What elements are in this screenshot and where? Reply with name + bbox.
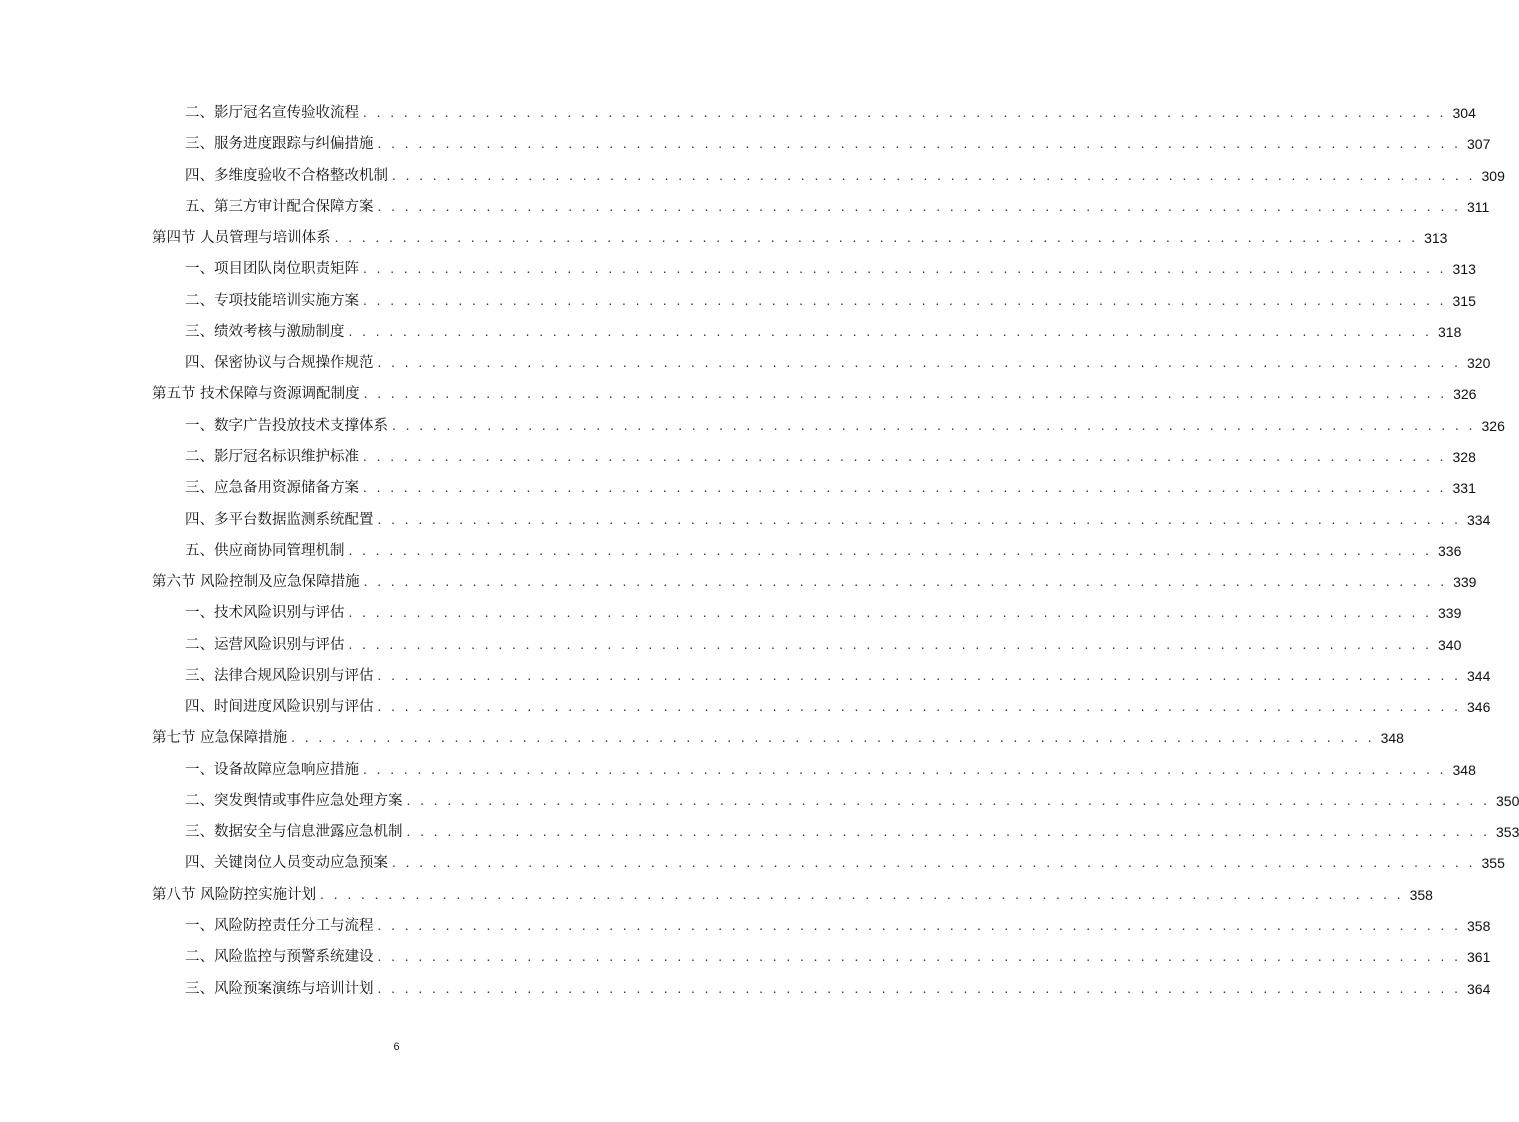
toc-dot-leader: . . . . . . . . . . . . . . . . . . . . . . . . . . . . . . . . . . . . . . . . . . . . . . . . . . . . . . . . . . . . . . . . . . . . . . . . . . . . . . . .	[348, 606, 1432, 621]
toc-entry-page: 328	[1452, 448, 1476, 465]
toc-entry-title: 四、关键岗位人员变动应急预案	[185, 855, 388, 872]
toc-entry[interactable]	[0, 818, 1519, 842]
toc-entry[interactable]	[0, 849, 1505, 873]
toc-entry-page: 350	[1496, 792, 1519, 809]
toc-entry-title: 第六节 风险控制及应急保障措施	[152, 574, 360, 591]
toc-entry-page: 309	[1481, 167, 1505, 184]
toc-dot-leader: . . . . . . . . . . . . . . . . . . . . . . . . . . . . . . . . . . . . . . . . . . . . . . . . . . . . . . . . . . . . . . . . . . . . . . . . . . . . . . . .	[377, 356, 1461, 371]
toc-entry-page: 353	[1496, 824, 1519, 841]
toc-entry[interactable]	[0, 474, 1476, 498]
toc-entry-title: 一、风险防控责任分工与流程	[185, 918, 374, 935]
toc-entry-page: 307	[1467, 136, 1491, 153]
toc-dot-leader: . . . . . . . . . . . . . . . . . . . . . . . . . . . . . . . . . . . . . . . . . . . . . . . . . . . . . . . . . . . . . . . . . . . . . . . . . . . . . . . .	[377, 137, 1461, 152]
toc-entry-title: 第七节 应急保障措施	[152, 730, 288, 747]
toc-entry-title: 四、保密协议与合规操作规范	[185, 355, 374, 372]
toc-entry[interactable]	[0, 756, 1476, 780]
toc-entry-title: 一、数字广告投放技术支撑体系	[185, 417, 388, 434]
toc-dot-leader: . . . . . . . . . . . . . . . . . . . . . . . . . . . . . . . . . . . . . . . . . . . . . . . . . . . . . . . . . . . . . . . . . . . . . . . . . . . . . . . .	[291, 731, 1375, 746]
toc-entry-page: 336	[1438, 542, 1462, 559]
toc-entry-page: 346	[1467, 699, 1491, 716]
toc-dot-leader: . . . . . . . . . . . . . . . . . . . . . . . . . . . . . . . . . . . . . . . . . . . . . . . . . . . . . . . . . . . . . . . . . . . . . . . . . . . . . . . .	[377, 199, 1461, 214]
toc-entry-title: 第八节 风险防控实施计划	[152, 886, 317, 903]
toc-dot-leader: . . . . . . . . . . . . . . . . . . . . . . . . . . . . . . . . . . . . . . . . . . . . . . . . . . . . . . . . . . . . . . . . . . . . . . . . . . . . . . . .	[363, 106, 1447, 120]
toc-entry-page: 326	[1453, 386, 1477, 403]
toc-entry-page: 313	[1424, 230, 1448, 247]
toc-dot-leader: . . . . . . . . . . . . . . . . . . . . . . . . . . . . . . . . . . . . . . . . . . . . . . . . . . . . . . . . . . . . . . . . . . . . . . . . . . . . . . . .	[363, 575, 1448, 590]
toc-entry[interactable]	[0, 631, 1462, 655]
toc-entry[interactable]	[0, 943, 1491, 967]
toc-entry[interactable]	[0, 349, 1491, 373]
toc-entry[interactable]	[0, 506, 1491, 530]
toc-entry[interactable]	[0, 130, 1491, 154]
toc-entry[interactable]	[0, 912, 1491, 936]
toc-entry-page: 364	[1467, 980, 1491, 997]
toc-entry[interactable]	[0, 318, 1462, 342]
toc-entry[interactable]	[0, 224, 1448, 248]
toc-entry-page: 355	[1481, 855, 1505, 872]
toc-entry-page: 311	[1467, 198, 1490, 215]
toc-dot-leader: . . . . . . . . . . . . . . . . . . . . . . . . . . . . . . . . . . . . . . . . . . . . . . . . . . . . . . . . . . . . . . . . . . . . . . . . . . . . . . . .	[406, 793, 1490, 808]
toc-entry-page: 326	[1481, 417, 1505, 434]
toc-entry-page: 334	[1467, 511, 1491, 528]
toc-entry-page: 344	[1467, 667, 1491, 684]
toc-entry-title: 一、设备故障应急响应措施	[185, 761, 359, 778]
toc-entry[interactable]	[0, 787, 1519, 811]
toc-entry-page: 331	[1452, 480, 1476, 497]
toc-dot-leader: . . . . . . . . . . . . . . . . . . . . . . . . . . . . . . . . . . . . . . . . . . . . . . . . . . . . . . . . . . . . . . . . . . . . . . . . . . . . . . . .	[392, 856, 1476, 871]
toc-entry-page: 340	[1438, 636, 1462, 653]
toc-entry-title: 四、多维度验收不合格整改机制	[185, 167, 388, 184]
toc-entry-page: 358	[1409, 886, 1433, 903]
toc-dot-leader: . . . . . . . . . . . . . . . . . . . . . . . . . . . . . . . . . . . . . . . . . . . . . . . . . . . . . . . . . . . . . . . . . . . . . . . . . . . . . . . .	[363, 762, 1447, 777]
toc-entry-page: 348	[1380, 730, 1404, 747]
toc-dot-leader: . . . . . . . . . . . . . . . . . . . . . . . . . . . . . . . . . . . . . . . . . . . . . . . . . . . . . . . . . . . . . . . . . . . . . . . . . . . . . . . .	[406, 825, 1490, 840]
toc-dot-leader: . . . . . . . . . . . . . . . . . . . . . . . . . . . . . . . . . . . . . . . . . . . . . . . . . . . . . . . . . . . . . . . . . . . . . . . . . . . . . . . .	[320, 887, 1404, 902]
toc-entry-page: 304	[1452, 105, 1476, 121]
toc-dot-leader: . . . . . . . . . . . . . . . . . . . . . . . . . . . . . . . . . . . . . . . . . . . . . . . . . . . . . . . . . . . . . . . . . . . . . . . . . . . . . . . .	[377, 950, 1461, 965]
toc-dot-leader: . . . . . . . . . . . . . . . . . . . . . . . . . . . . . . . . . . . . . . . . . . . . . . . . . . . . . . . . . . . . . . . . . . . . . . . . . . . . . . . .	[363, 449, 1447, 464]
toc-entry[interactable]	[0, 599, 1462, 623]
toc-dot-leader: . . . . . . . . . . . . . . . . . . . . . . . . . . . . . . . . . . . . . . . . . . . . . . . . . . . . . . . . . . . . . . . . . . . . . . . . . . . . . . . .	[377, 512, 1461, 527]
toc-entry-title: 四、多平台数据监测系统配置	[185, 511, 374, 528]
toc-entry-page: 358	[1467, 918, 1491, 935]
toc-dot-leader: . . . . . . . . . . . . . . . . . . . . . . . . . . . . . . . . . . . . . . . . . . . . . . . . . . . . . . . . . . . . . . . . . . . . . . . . . . . . . . . .	[377, 981, 1461, 996]
toc-entry[interactable]	[0, 881, 1433, 905]
toc-entry[interactable]	[0, 693, 1491, 717]
page-number: 6	[393, 1041, 400, 1053]
toc-entry-title: 五、供应商协同管理机制	[185, 542, 345, 559]
toc-entry-title: 第五节 技术保障与资源调配制度	[152, 386, 360, 403]
toc-entry-page: 339	[1453, 574, 1477, 591]
toc-entry-title: 三、应急备用资源储备方案	[185, 480, 359, 497]
toc-entry-title: 二、运营风险识别与评估	[185, 636, 345, 653]
toc-entry-title: 一、项目团队岗位职责矩阵	[185, 261, 359, 278]
toc-entry-title: 二、突发舆情或事件应急处理方案	[185, 792, 403, 809]
toc-dot-leader: . . . . . . . . . . . . . . . . . . . . . . . . . . . . . . . . . . . . . . . . . . . . . . . . . . . . . . . . . . . . . . . . . . . . . . . . . . . . . . . .	[392, 418, 1476, 433]
toc-entry[interactable]	[0, 537, 1462, 561]
toc-entry[interactable]	[0, 255, 1476, 279]
toc-entry[interactable]	[0, 662, 1491, 686]
toc-entry[interactable]	[0, 99, 1476, 123]
toc-entry[interactable]	[0, 380, 1477, 404]
toc-entry-title: 五、第三方审计配合保障方案	[185, 198, 374, 215]
toc-entry[interactable]	[0, 443, 1476, 467]
toc-dot-leader: . . . . . . . . . . . . . . . . . . . . . . . . . . . . . . . . . . . . . . . . . . . . . . . . . . . . . . . . . . . . . . . . . . . . . . . . . . . . . . . .	[348, 543, 1432, 558]
toc-entry-title: 二、影厅冠名标识维护标准	[185, 448, 359, 465]
toc-entry-page: 339	[1438, 605, 1462, 622]
toc-entry[interactable]	[0, 287, 1476, 311]
toc-dot-leader: . . . . . . . . . . . . . . . . . . . . . . . . . . . . . . . . . . . . . . . . . . . . . . . . . . . . . . . . . . . . . . . . . . . . . . . . . . . . . . . .	[363, 293, 1447, 308]
toc-entry-title: 三、法律合规风险识别与评估	[185, 667, 374, 684]
toc-entry[interactable]	[0, 412, 1505, 436]
toc-entry-page: 361	[1467, 949, 1491, 966]
toc-entry[interactable]	[0, 568, 1477, 592]
toc-entry-title: 二、影厅冠名宣传验收流程	[185, 105, 359, 121]
toc-entry-title: 一、技术风险识别与评估	[185, 605, 345, 622]
toc-dot-leader: . . . . . . . . . . . . . . . . . . . . . . . . . . . . . . . . . . . . . . . . . . . . . . . . . . . . . . . . . . . . . . . . . . . . . . . . . . . . . . . .	[334, 231, 1419, 246]
toc-entry-page: 348	[1452, 761, 1476, 778]
toc-entry-title: 二、专项技能培训实施方案	[185, 292, 359, 309]
toc-dot-leader: . . . . . . . . . . . . . . . . . . . . . . . . . . . . . . . . . . . . . . . . . . . . . . . . . . . . . . . . . . . . . . . . . . . . . . . . . . . . . . . .	[377, 700, 1461, 715]
toc-entry-page: 313	[1452, 261, 1476, 278]
toc-entry-page: 315	[1452, 292, 1476, 309]
toc-entry-title: 三、服务进度跟踪与纠偏措施	[185, 136, 374, 153]
toc-entry-title: 二、风险监控与预警系统建设	[185, 949, 374, 966]
toc-entry-title: 第四节 人员管理与培训体系	[152, 230, 331, 247]
toc-dot-leader: . . . . . . . . . . . . . . . . . . . . . . . . . . . . . . . . . . . . . . . . . . . . . . . . . . . . . . . . . . . . . . . . . . . . . . . . . . . . . . . .	[348, 324, 1432, 339]
toc-entry[interactable]	[0, 724, 1404, 748]
toc-entry-title: 三、绩效考核与激励制度	[185, 323, 345, 340]
toc-dot-leader: . . . . . . . . . . . . . . . . . . . . . . . . . . . . . . . . . . . . . . . . . . . . . . . . . . . . . . . . . . . . . . . . . . . . . . . . . . . . . . . .	[377, 919, 1461, 934]
toc-entry-page: 320	[1467, 355, 1491, 372]
toc-entry-page: 318	[1438, 323, 1462, 340]
toc-entry-title: 四、时间进度风险识别与评估	[185, 699, 374, 716]
toc-dot-leader: . . . . . . . . . . . . . . . . . . . . . . . . . . . . . . . . . . . . . . . . . . . . . . . . . . . . . . . . . . . . . . . . . . . . . . . . . . . . . . . .	[377, 668, 1461, 683]
toc-entry[interactable]	[0, 193, 1490, 217]
toc-entry[interactable]	[0, 162, 1505, 186]
toc-entry-title: 三、风险预案演练与培训计划	[185, 980, 374, 997]
toc-dot-leader: . . . . . . . . . . . . . . . . . . . . . . . . . . . . . . . . . . . . . . . . . . . . . . . . . . . . . . . . . . . . . . . . . . . . . . . . . . . . . . . .	[348, 637, 1432, 652]
toc-dot-leader: . . . . . . . . . . . . . . . . . . . . . . . . . . . . . . . . . . . . . . . . . . . . . . . . . . . . . . . . . . . . . . . . . . . . . . . . . . . . . . . .	[392, 168, 1476, 183]
toc-dot-leader: . . . . . . . . . . . . . . . . . . . . . . . . . . . . . . . . . . . . . . . . . . . . . . . . . . . . . . . . . . . . . . . . . . . . . . . . . . . . . . . .	[363, 262, 1447, 277]
toc-entry-title: 三、数据安全与信息泄露应急机制	[185, 824, 403, 841]
toc-dot-leader: . . . . . . . . . . . . . . . . . . . . . . . . . . . . . . . . . . . . . . . . . . . . . . . . . . . . . . . . . . . . . . . . . . . . . . . . . . . . . . . .	[363, 481, 1447, 496]
toc-entry[interactable]	[0, 975, 1491, 999]
toc-dot-leader: . . . . . . . . . . . . . . . . . . . . . . . . . . . . . . . . . . . . . . . . . . . . . . . . . . . . . . . . . . . . . . . . . . . . . . . . . . . . . . . .	[363, 387, 1448, 402]
